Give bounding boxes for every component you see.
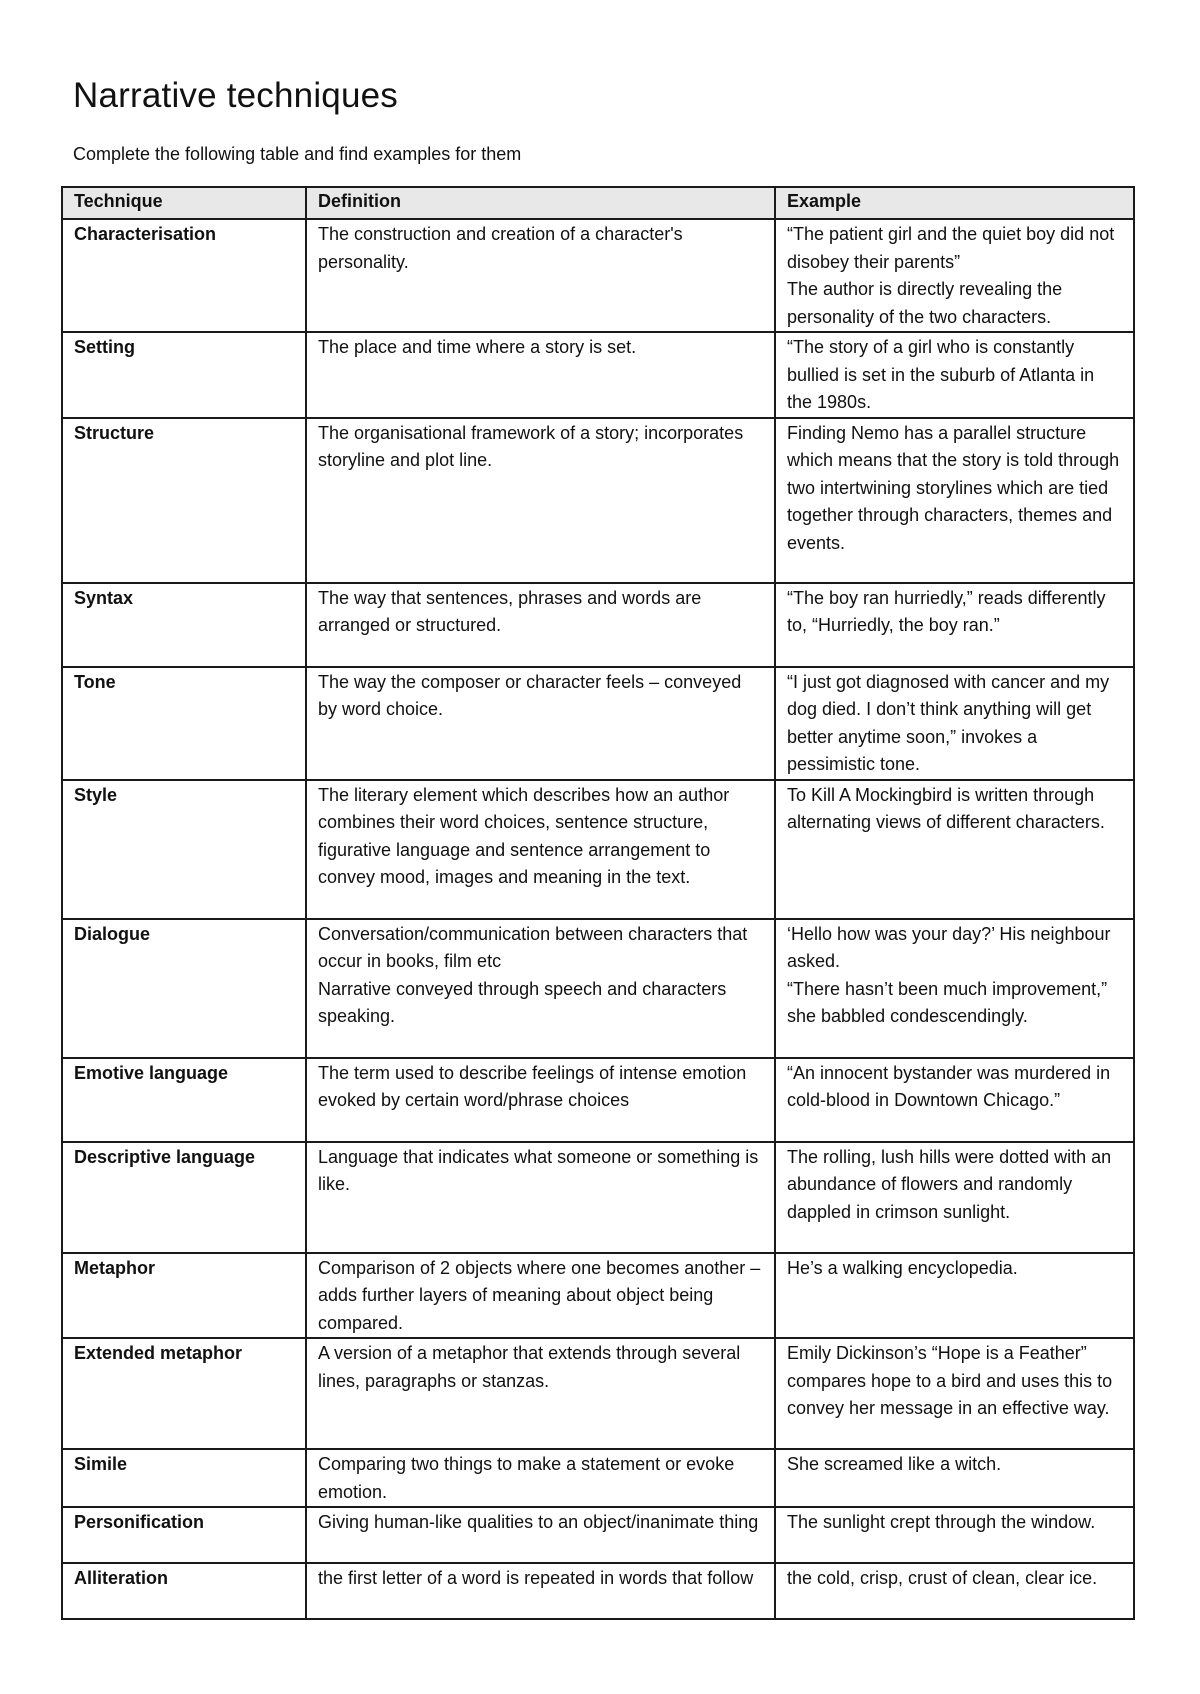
table-header-row	[62, 187, 1134, 219]
technique-cell: Personification	[62, 1507, 306, 1563]
example-cell: the cold, crisp, crust of clean, clear ice.	[775, 1563, 1134, 1619]
definition-cell: The organisational framework of a story; incorporates storyline and plot line.	[306, 418, 775, 583]
definition-cell: Comparison of 2 objects where one becomes another – adds further layers of meaning about object being compared.	[306, 1253, 775, 1339]
example-cell: Emily Dickinson’s “Hope is a Feather” compares hope to a bird and uses this to convey her message in an effective way.	[775, 1338, 1134, 1449]
page-title: Narrative techniques	[73, 76, 398, 115]
definition-cell: The way that sentences, phrases and words are arranged or structured.	[306, 583, 775, 667]
header-technique: Technique	[62, 187, 306, 219]
technique-cell: Setting	[62, 332, 306, 418]
table-row	[62, 1338, 1134, 1449]
table-row	[62, 1449, 1134, 1507]
technique-cell: Structure	[62, 418, 306, 583]
technique-cell: Extended metaphor	[62, 1338, 306, 1449]
example-cell: Finding Nemo has a parallel structure which means that the story is told through two intertwining storylines which are tied together through characters, themes and events.	[775, 418, 1134, 583]
definition-cell: Comparing two things to make a statement or evoke emotion.	[306, 1449, 775, 1507]
example-cell: “I just got diagnosed with cancer and my dog died. I don’t think anything will get better anytime soon,” invokes a pessimistic tone.	[775, 667, 1134, 780]
example-cell: He’s a walking encyclopedia.	[775, 1253, 1134, 1339]
definition-cell: A version of a metaphor that extends through several lines, paragraphs or stanzas.	[306, 1338, 775, 1449]
technique-cell: Descriptive language	[62, 1142, 306, 1253]
table-row	[62, 332, 1134, 418]
example-cell: “The story of a girl who is constantly bullied is set in the suburb of Atlanta in the 1980s.	[775, 332, 1134, 418]
table-row	[62, 1142, 1134, 1253]
page-subtitle: Complete the following table and find examples for them	[73, 144, 522, 164]
definition-cell: The construction and creation of a character's personality.	[306, 219, 775, 332]
header-definition: Definition	[306, 187, 775, 219]
technique-cell: Characterisation	[62, 219, 306, 332]
example-cell: To Kill A Mockingbird is written through alternating views of different characters.	[775, 780, 1134, 919]
example-cell: ‘Hello how was your day?’ His neighbour asked. “There hasn’t been much improvement,” she babbled condescendingly.	[775, 919, 1134, 1058]
table-row	[62, 418, 1134, 583]
technique-cell: Dialogue	[62, 919, 306, 1058]
definition-cell: The term used to describe feelings of intense emotion evoked by certain word/phrase choices	[306, 1058, 775, 1142]
definition-cell: The place and time where a story is set.	[306, 332, 775, 418]
example-cell: “An innocent bystander was murdered in cold-blood in Downtown Chicago.”	[775, 1058, 1134, 1142]
table-row	[62, 667, 1134, 780]
technique-cell: Style	[62, 780, 306, 919]
technique-cell: Syntax	[62, 583, 306, 667]
example-cell: “The patient girl and the quiet boy did not disobey their parents” The author is directly revealing the personality of the two characters.	[775, 219, 1134, 332]
definition-cell: The literary element which describes how an author combines their word choices, sentence structure, figurative language and sentence arrangement to convey mood, images and meaning in the text.	[306, 780, 775, 919]
header-example: Example	[775, 187, 1134, 219]
table-row	[62, 1253, 1134, 1339]
techniques-table	[61, 186, 1135, 1620]
example-cell: The rolling, lush hills were dotted with an abundance of flowers and randomly dappled in crimson sunlight.	[775, 1142, 1134, 1253]
table-row	[62, 1507, 1134, 1563]
table-row	[62, 1058, 1134, 1142]
table-row	[62, 919, 1134, 1058]
definition-cell: The way the composer or character feels – conveyed by word choice.	[306, 667, 775, 780]
table-row	[62, 219, 1134, 332]
example-cell: “The boy ran hurriedly,” reads differently to, “Hurriedly, the boy ran.”	[775, 583, 1134, 667]
definition-cell: Conversation/communication between characters that occur in books, film etc Narrative conveyed through speech and characters speaking.	[306, 919, 775, 1058]
example-cell: The sunlight crept through the window.	[775, 1507, 1134, 1563]
table-row	[62, 583, 1134, 667]
definition-cell: the first letter of a word is repeated in words that follow	[306, 1563, 775, 1619]
example-cell: She screamed like a witch.	[775, 1449, 1134, 1507]
technique-cell: Emotive language	[62, 1058, 306, 1142]
table-row	[62, 1563, 1134, 1619]
technique-cell: Tone	[62, 667, 306, 780]
definition-cell: Language that indicates what someone or something is like.	[306, 1142, 775, 1253]
definition-cell: Giving human-like qualities to an object/inanimate thing	[306, 1507, 775, 1563]
technique-cell: Metaphor	[62, 1253, 306, 1339]
table-row	[62, 780, 1134, 919]
technique-cell: Simile	[62, 1449, 306, 1507]
technique-cell: Alliteration	[62, 1563, 306, 1619]
